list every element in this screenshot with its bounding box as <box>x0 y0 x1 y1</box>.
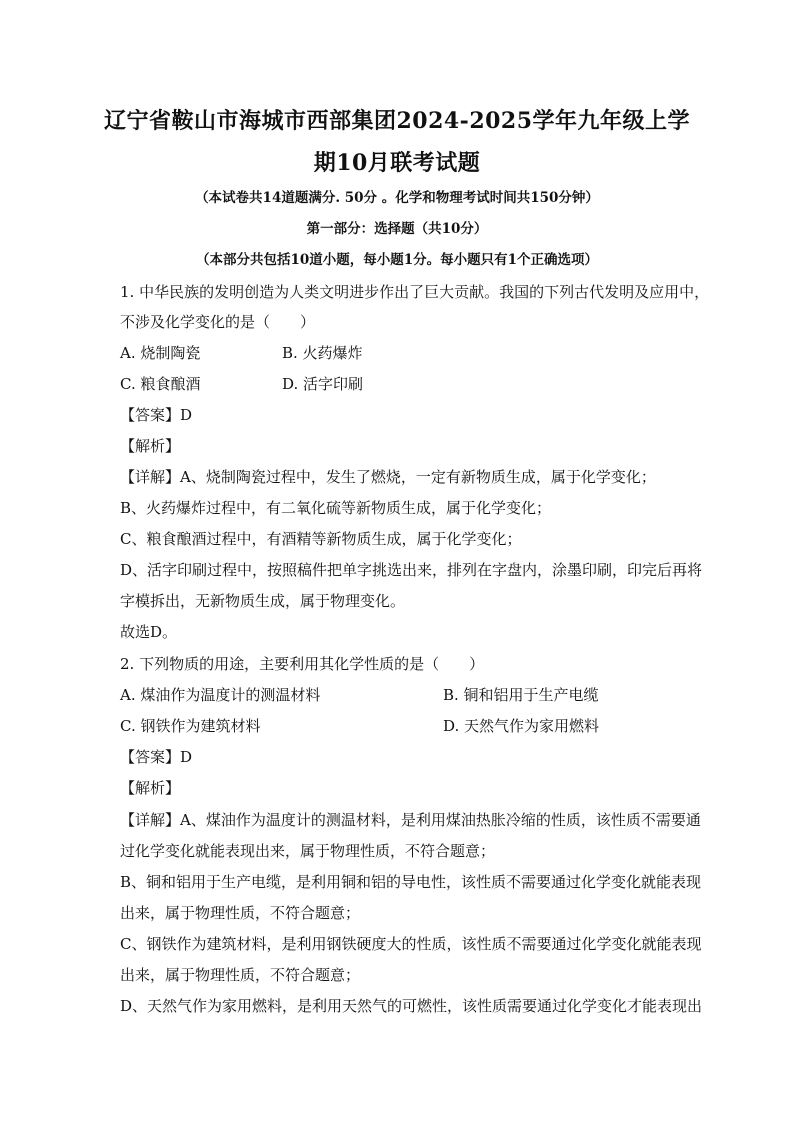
q2-option-d: D. 天然气作为家用燃料 <box>443 717 600 735</box>
q1-conclusion: 故选D。 <box>120 623 178 641</box>
q2-option-a: A. 煤油作为温度计的测温材料 <box>120 686 321 704</box>
q2-analysis-label: 【解析】 <box>120 779 181 797</box>
q2-detail-line-4: 出来，属于物理性质，不符合题意； <box>120 904 361 922</box>
q2-option-b: B. 铜和铝用于生产电缆 <box>443 686 599 704</box>
q2-detail-text-1: A、煤油作为温度计的测温材料，是利用煤油热胀冷缩的性质，该性质不需要通 <box>180 811 701 829</box>
exam-info: （本试卷共14道题满分. 50分 。化学和物理考试时间共150分钟） <box>195 190 599 206</box>
q1-detail-text-1: A、烧制陶瓷过程中，发生了燃烧，一定有新物质生成，属于化学变化； <box>180 468 656 486</box>
q1-option-d: D. 活字印刷 <box>282 375 364 393</box>
q1-detail-line-2: B、火药爆炸过程中，有二氧化硫等新物质生成，属于化学变化； <box>120 499 552 517</box>
q2-detail-line-6: 出来，属于物理性质，不符合题意； <box>120 966 361 984</box>
q1-analysis-label: 【解析】 <box>120 437 181 455</box>
q2-detail-line-5: C、钢铁作为建筑材料，是利用钢铁硬度大的性质，该性质不需要通过化学变化就能表现 <box>120 935 702 953</box>
q2-detail-line-1 <box>120 809 701 830</box>
q2-detail-line-2: 过化学变化就能表现出来，属于物理性质，不符合题意； <box>120 842 496 860</box>
q1-option-c: C. 粮食酿酒 <box>120 375 201 393</box>
q1-stem-line-2: 不涉及化学变化的是（ ） <box>120 313 316 331</box>
q1-detail-line-4: D、活字印刷过程中，按照稿件把单字挑选出来，排列在字盘内，涂墨印刷，印完后再将 <box>120 561 703 579</box>
q1-option-a: A. 烧制陶瓷 <box>120 344 201 362</box>
q2-stem: 2. 下列物质的用途，主要利用其化学性质的是（ ） <box>120 655 485 673</box>
part-title: 第一部分：选择题（共10分） <box>306 221 488 237</box>
q2-detail-line-7: D、天然气作为家用燃料，是利用天然气的可燃性，该性质需要通过化学变化才能表现出 <box>120 997 703 1015</box>
q1-detail-line-5: 字模拆出，无新物质生成，属于物理变化。 <box>120 592 406 610</box>
q2-detail-line-3: B、铜和铝用于生产电缆，是利用铜和铝的导电性，该性质不需要通过化学变化就能表现 <box>120 873 702 891</box>
q2-option-c: C. 钢铁作为建筑材料 <box>120 717 261 735</box>
title-line-2: 期10月联考试题 <box>313 150 481 176</box>
q1-detail-line-3: C、粮食酿酒过程中，有酒精等新物质生成，属于化学变化； <box>120 530 522 548</box>
q1-detail-tag: 【详解】 <box>120 468 181 486</box>
q2-detail-tag: 【详解】 <box>120 811 181 829</box>
part-note: （本部分共包括10道小题，每小题1分。每小题只有1个正确选项） <box>195 252 599 268</box>
q1-answer: 【答案】D <box>120 406 193 424</box>
q1-option-b: B. 火药爆炸 <box>282 344 363 362</box>
q1-stem-line-1: 1. 中华民族的发明创造为人类文明进步作出了巨大贡献。我国的下列古代发明及应用中， <box>120 283 710 301</box>
title-line-1: 辽宁省鞍山市海城市西部集团2024-2025学年九年级上学 <box>103 108 691 134</box>
q1-detail-line-1 <box>120 466 656 487</box>
q2-answer: 【答案】D <box>120 748 193 766</box>
